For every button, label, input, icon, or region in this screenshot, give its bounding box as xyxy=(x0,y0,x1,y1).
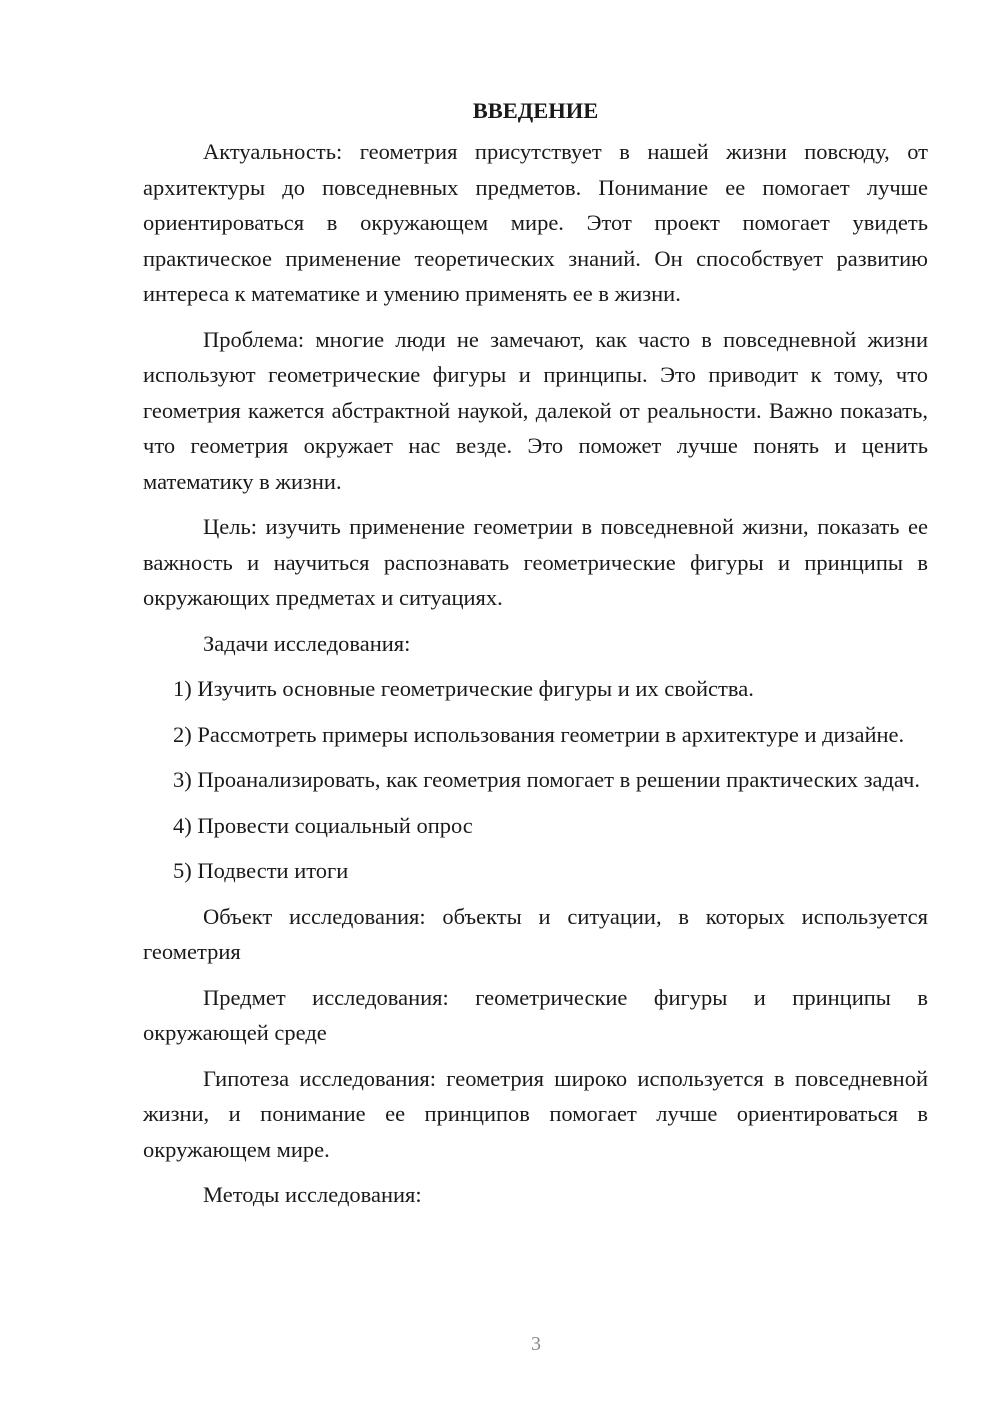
paragraph-object: Объект исследования: объекты и ситуации, в которых используется геометрия xyxy=(143,903,928,964)
paragraph-relevance: Актуальность: геометрия присутствует в нашей жизни повсюду, от архитектуры до повседневных предметов. Понимание ее помогает лучше ориентироваться в окружающем мире. Этот проект помогает увидеть практическое применение теоретических знаний. Он способствует развитию интереса к математике и умению применять ее в жизни. xyxy=(143,139,928,306)
page-content xyxy=(143,96,928,1213)
task-item-4: 4) Провести социальный опрос xyxy=(173,812,473,838)
task-item-1: 1) Изучить основные геометрические фигуры и их свойства. xyxy=(173,676,754,701)
paragraph-problem: Проблема: многие люди не замечают, как часто в повседневной жизни используют геометрические фигуры и принципы. Это приводит к тому, что геометрия кажется абстрактной наукой, далекой от реальности. Важно показать, что геометрия окружает нас везде. Это поможет лучше понять и ценить математику в жизни. xyxy=(143,326,928,494)
section-title: ВВЕДЕНИЕ xyxy=(472,98,599,123)
paragraph-goal: Цель: изучить применение геометрии в повседневной жизни, показать ее важность и научиться распознавать геометрические фигуры и принципы в окружающих предметах и ситуациях. xyxy=(143,514,928,610)
task-item-2: 2) Рассмотреть примеры использования геометрии в архитектуре и дизайне. xyxy=(173,721,905,747)
task-item-3: 3) Проанализировать, как геометрия помогает в решении практических задач. xyxy=(173,767,920,792)
paragraph-methods: Методы исследования: xyxy=(203,1182,422,1207)
paragraph-hypothesis: Гипотеза исследования: геометрия широко используется в повседневной жизни, и понимание ее принципов помогает лучше ориентироваться в окружающем мире. xyxy=(143,1065,928,1162)
paragraph-tasks-heading: Задачи исследования: xyxy=(203,630,411,656)
paragraph-subject: Предмет исследования: геометрические фигуры и принципы в окружающей среде xyxy=(143,984,928,1045)
task-item-5: 5) Подвести итоги xyxy=(173,858,349,883)
page-number: 3 xyxy=(531,1333,541,1355)
